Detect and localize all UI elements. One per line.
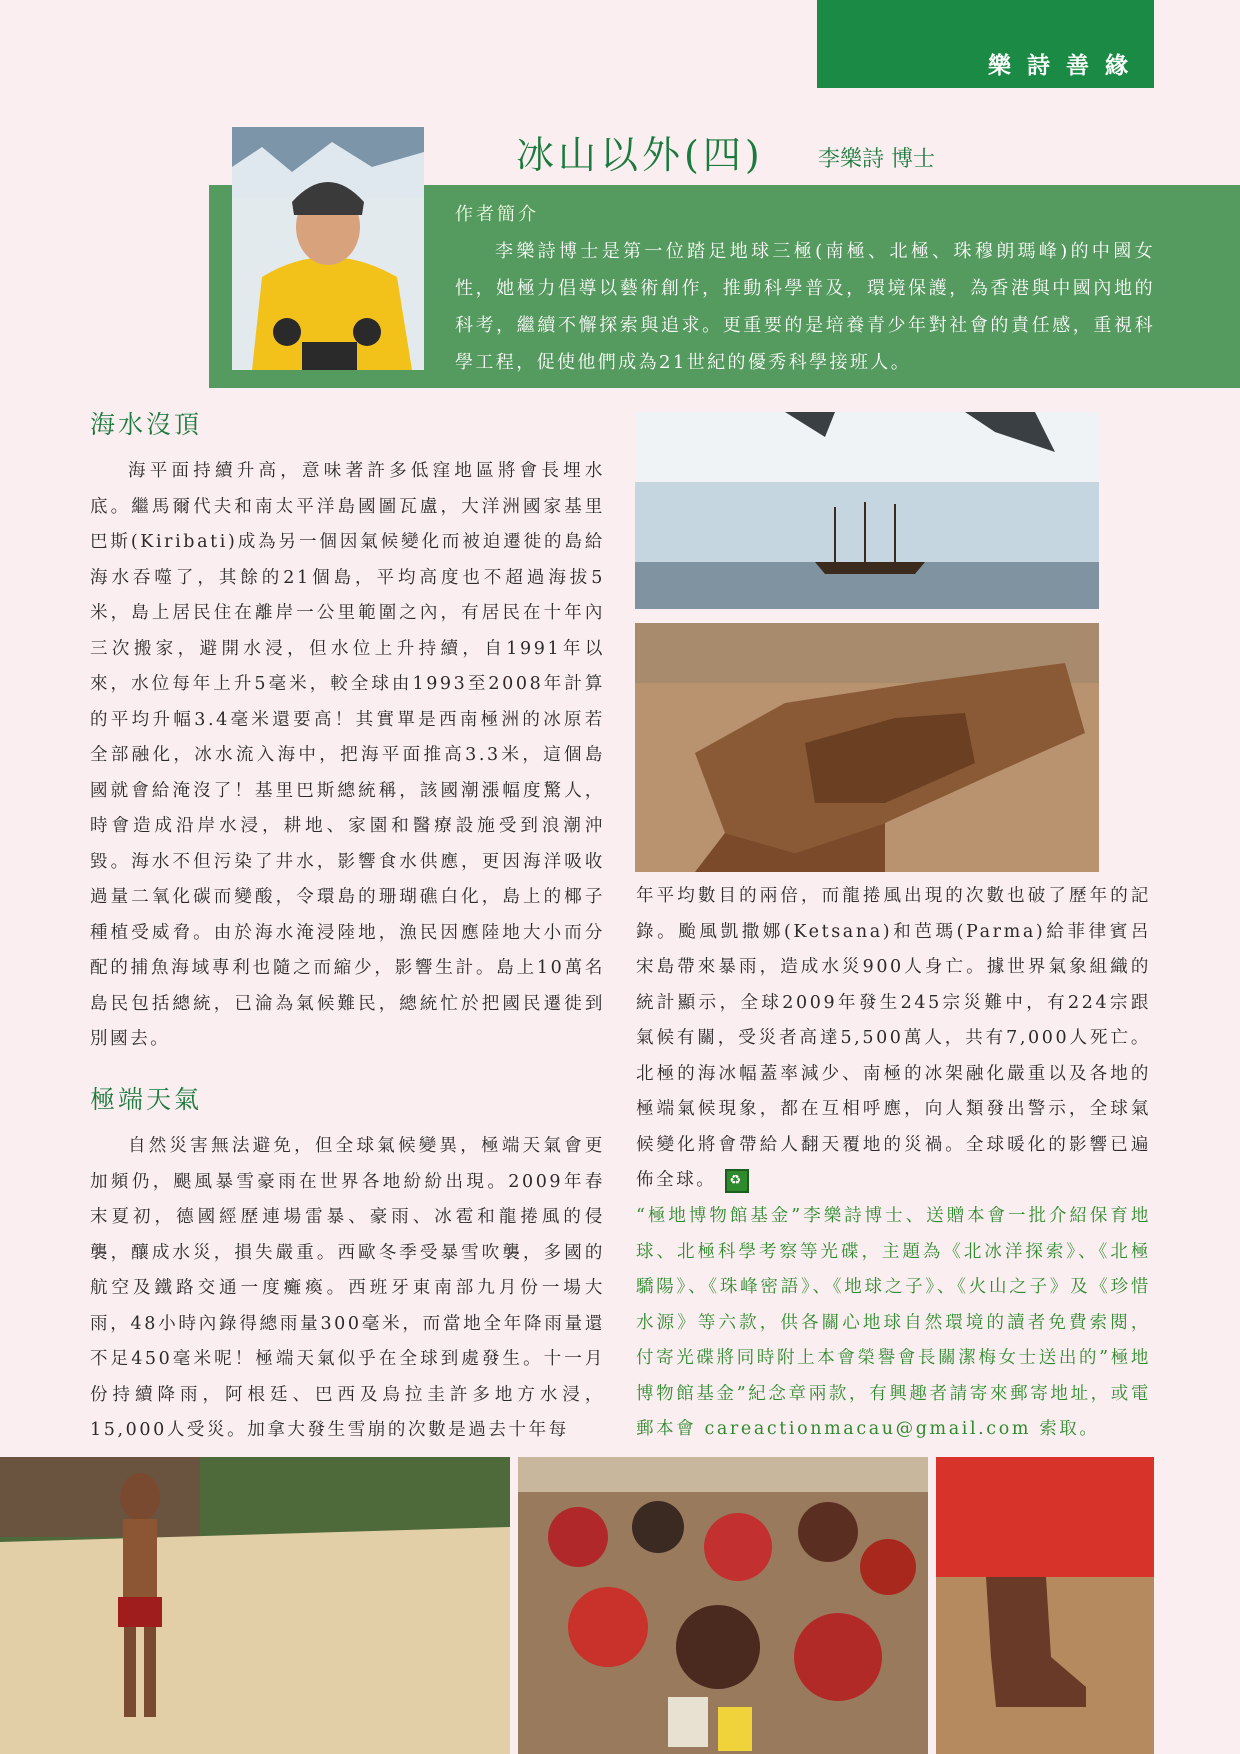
- ship-iceberg-photo: [635, 412, 1099, 609]
- article-title: 冰山以外(四): [516, 133, 764, 177]
- section-heading-extreme-weather: 極端天氣: [90, 1085, 203, 1114]
- eco-mark-icon: ♻: [725, 1169, 749, 1193]
- section-text-extreme-weather: 自然災害無法避免，但全球氣候變異，極端天氣會更加頻仍，颶風暴雪豪雨在世界各地紛紛出現。2009年春末夏初，德國經歷連場雷暴、豪雨、冰雹和龍捲風的侵襲，釀成水災，損失嚴重。西歐冬季受暴雪吹襲，多國的航空及鐵路交通一度癱瘓。西班牙東南部九月份一場大雨，48小時內錄得總雨量300毫米，而當地全年降雨量還不足450毫米呢！極端天氣似乎在全球到處發生。十一月份持續降雨，阿根廷、巴西及烏拉圭許多地方水浸，15,000人受災。加拿大發生雪崩的次數是過去十年每: [90, 1136, 605, 1440]
- section-tab: 樂詩善緣: [817, 0, 1154, 88]
- child-photo: [0, 1457, 510, 1754]
- crowd-water-photo: [518, 1457, 928, 1754]
- section-text-sea-level: 海平面持續升高，意味著許多低窪地區將會長埋水底。繼馬爾代夫和南太平洋島國圖瓦盧，大洋洲國家基里巴斯(Kiribati)成為另一個因氣候變化而被迫遷徙的島給海水吞噬了，其餘的21個島，平均高度也不超過海拔5米，島上居民住在離岸一公里範圍之內，有居民在十年內三次搬家，避開水浸，但水位上升持續，自1991年以來，水位每年上升5毫米，較全球由1993至2008年計算的平均升幅3.4毫米還要高！其實單是西南極洲的冰原若全部融化，冰水流入海中，把海平面推高3.3米，這個島國就會給淹沒了！基里巴斯總統稱，該國潮漲幅度驚人，時會造成沿岸水浸，耕地、家園和醫療設施受到浪潮沖毀。海水不但污染了井水，影響食水供應，更因海洋吸收過量二氧化碳而變酸，令環島的珊瑚礁白化，島上的椰子種植受威脅。由於海水淹浸陸地，漁民因應陸地大小而分配的捕魚海域專利也隨之而縮少，影響生計。島上10萬名島民包括總統，已淪為氣候難民，總統忙於把國民遷徙到別國去。: [90, 461, 605, 1049]
- petrified-wood-photo: [635, 623, 1099, 872]
- section-heading-sea-level: 海水沒頂: [90, 410, 203, 439]
- section-text-extreme-weather-cont: 年平均數目的兩倍，而龍捲風出現的次數也破了歷年的記錄。颱風凱撒娜(Ketsana)和芭瑪(Parma)給菲律賓呂宋島帶來暴雨，造成水災900人身亡。據世界氣象組織的統計顯示，全球2009年發生245宗災難中，有224宗跟氣候有關，受災者高達5,500萬人，共有7,000人死亡。北極的海冰幅蓋率減少、南極的冰架融化嚴重以及各地的極端氣候現象，都在互相呼應，向人類發出警示，全球氣候變化將會帶給人翻天覆地的災禍。全球暖化的影響已遍佈全球。: [636, 886, 1151, 1190]
- bio-heading: 作者簡介: [455, 204, 539, 225]
- bio-text: 李樂詩博士是第一位踏足地球三極(南極、北極、珠穆朗瑪峰)的中國女性，她極力倡導以藝術創作，推動科學普及，環境保護，為香港與中國內地的科考，繼續不懈探索與追求。更重要的是培養青少年對社會的責任感，重視科學工程，促使他們成為21世紀的優秀科學接班人。: [455, 241, 1155, 373]
- author-byline: 李樂詩 博士: [818, 147, 935, 172]
- feet-photo: [936, 1457, 1154, 1754]
- notice-text: “極地博物館基金”李樂詩博士、送贈本會一批介紹保育地球、北極科學考察等光碟，主題為《北冰洋探索》、《北極驕陽》、《珠峰密語》、《地球之子》、《火山之子》及《珍惜水源》等六款，供各關心地球自然環境的讀者免費索閱，付寄光碟將同時附上本會榮譽會長關潔梅女士送出的”極地博物館基金”紀念章兩款，有興趣者請寄來郵寄地址，或電郵本會 careactionmacau@gmail.com 索取。: [636, 1206, 1151, 1439]
- author-portrait: [232, 127, 424, 370]
